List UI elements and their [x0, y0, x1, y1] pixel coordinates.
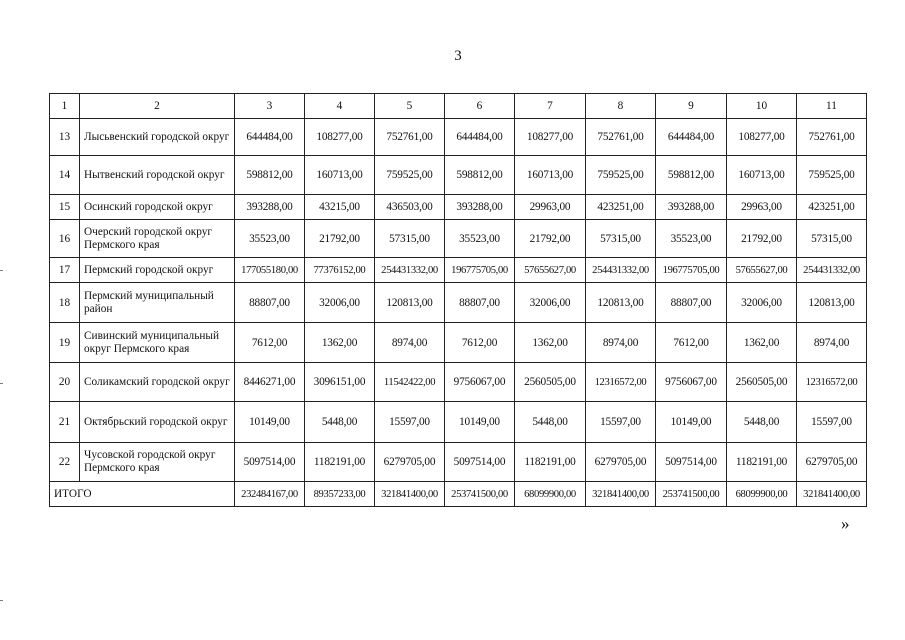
- column-header: 4: [305, 94, 375, 119]
- scan-margin-mark: [0, 383, 3, 384]
- table-cell: 21792,00: [727, 220, 797, 258]
- table-cell: 752761,00: [375, 119, 445, 156]
- municipality-name: Октябрьский городской округ: [80, 402, 235, 443]
- table-cell: 120813,00: [586, 283, 656, 323]
- table-cell: 160713,00: [727, 156, 797, 195]
- table-cell: 752761,00: [586, 119, 656, 156]
- table-cell: 6279705,00: [797, 443, 867, 482]
- allocation-table: [49, 93, 867, 507]
- row-number: 16: [50, 220, 80, 258]
- column-header: 1: [50, 94, 80, 119]
- total-cell: 321841400,00: [797, 482, 867, 507]
- row-number: 14: [50, 156, 80, 195]
- table-cell: 393288,00: [235, 195, 305, 220]
- table-cell: 57315,00: [375, 220, 445, 258]
- municipality-name: Чусовской городской округ Пермского края: [80, 443, 235, 482]
- row-number: 22: [50, 443, 80, 482]
- table-cell: 7612,00: [235, 323, 305, 363]
- table-cell: 160713,00: [305, 156, 375, 195]
- row-number: 13: [50, 119, 80, 156]
- table-cell: 10149,00: [445, 402, 515, 443]
- table-cell: 12316572,00: [797, 363, 867, 402]
- table-cell: 11542422,00: [375, 363, 445, 402]
- table-cell: 177055180,00: [235, 258, 305, 283]
- total-row: [50, 482, 867, 507]
- table-cell: 32006,00: [305, 283, 375, 323]
- table-cell: 6279705,00: [375, 443, 445, 482]
- table-cell: 15597,00: [375, 402, 445, 443]
- row-number: 21: [50, 402, 80, 443]
- column-header: 9: [656, 94, 727, 119]
- table-cell: 35523,00: [656, 220, 727, 258]
- column-header: 5: [375, 94, 445, 119]
- table-cell: 21792,00: [305, 220, 375, 258]
- table-cell: 120813,00: [797, 283, 867, 323]
- table-cell: 644484,00: [445, 119, 515, 156]
- table-cell: 1182191,00: [727, 443, 797, 482]
- total-cell: 321841400,00: [586, 482, 656, 507]
- table-cell: 9756067,00: [445, 363, 515, 402]
- table-row: [50, 119, 867, 156]
- table-cell: 759525,00: [586, 156, 656, 195]
- table-cell: 5448,00: [305, 402, 375, 443]
- table-cell: 29963,00: [727, 195, 797, 220]
- table-cell: 29963,00: [515, 195, 586, 220]
- total-cell: 253741500,00: [445, 482, 515, 507]
- table-cell: 1182191,00: [305, 443, 375, 482]
- table-cell: 752761,00: [797, 119, 867, 156]
- closing-quote: »: [841, 514, 850, 533]
- table-cell: 254431332,00: [797, 258, 867, 283]
- table-row: [50, 283, 867, 323]
- municipality-name: Нытвенский городской округ: [80, 156, 235, 195]
- table-cell: 32006,00: [727, 283, 797, 323]
- table-cell: 15597,00: [586, 402, 656, 443]
- table-cell: 254431332,00: [375, 258, 445, 283]
- table-cell: 598812,00: [445, 156, 515, 195]
- table-cell: 423251,00: [586, 195, 656, 220]
- row-number: 15: [50, 195, 80, 220]
- municipality-name: Лысьвенский городской округ: [80, 119, 235, 156]
- scan-margin-mark: [0, 270, 3, 271]
- table-row: [50, 258, 867, 283]
- table-cell: 108277,00: [727, 119, 797, 156]
- table-cell: 5448,00: [727, 402, 797, 443]
- table-cell: 1362,00: [305, 323, 375, 363]
- row-number: 17: [50, 258, 80, 283]
- column-header: 8: [586, 94, 656, 119]
- table-cell: 5448,00: [515, 402, 586, 443]
- column-header: 10: [727, 94, 797, 119]
- table-cell: 5097514,00: [235, 443, 305, 482]
- total-cell: 68099900,00: [727, 482, 797, 507]
- table-cell: 254431332,00: [586, 258, 656, 283]
- table-cell: 196775705,00: [445, 258, 515, 283]
- table-row: [50, 220, 867, 258]
- table-cell: 7612,00: [656, 323, 727, 363]
- page-number: 3: [454, 48, 462, 64]
- table-cell: 436503,00: [375, 195, 445, 220]
- total-cell: 321841400,00: [375, 482, 445, 507]
- scan-margin-mark: [0, 600, 3, 601]
- table-cell: 3096151,00: [305, 363, 375, 402]
- table-cell: 108277,00: [515, 119, 586, 156]
- table-cell: 8446271,00: [235, 363, 305, 402]
- total-cell: 253741500,00: [656, 482, 727, 507]
- municipality-name: Осинский городской округ: [80, 195, 235, 220]
- table-cell: 10149,00: [235, 402, 305, 443]
- table-cell: 5097514,00: [656, 443, 727, 482]
- column-header: 7: [515, 94, 586, 119]
- column-header: 2: [80, 94, 235, 119]
- municipality-name: Соликамский городской округ: [80, 363, 235, 402]
- column-header: 11: [797, 94, 867, 119]
- table-cell: 423251,00: [797, 195, 867, 220]
- table-cell: 120813,00: [375, 283, 445, 323]
- table-cell: 598812,00: [656, 156, 727, 195]
- table-cell: 759525,00: [375, 156, 445, 195]
- table-row: [50, 402, 867, 443]
- total-cell: 232484167,00: [235, 482, 305, 507]
- table-cell: 1182191,00: [515, 443, 586, 482]
- table-cell: 35523,00: [445, 220, 515, 258]
- table-cell: 7612,00: [445, 323, 515, 363]
- table-cell: 12316572,00: [586, 363, 656, 402]
- table-row: [50, 195, 867, 220]
- table-cell: 8974,00: [586, 323, 656, 363]
- table-cell: 598812,00: [235, 156, 305, 195]
- table-row: [50, 156, 867, 195]
- table-cell: 2560505,00: [515, 363, 586, 402]
- table-cell: 108277,00: [305, 119, 375, 156]
- table-cell: 644484,00: [656, 119, 727, 156]
- table-cell: 77376152,00: [305, 258, 375, 283]
- table-row: [50, 443, 867, 482]
- column-header: 3: [235, 94, 305, 119]
- table-cell: 393288,00: [656, 195, 727, 220]
- table-cell: 57315,00: [586, 220, 656, 258]
- table-cell: 8974,00: [797, 323, 867, 363]
- table-cell: 160713,00: [515, 156, 586, 195]
- municipality-name: Пермский городской округ: [80, 258, 235, 283]
- table-cell: 15597,00: [797, 402, 867, 443]
- column-header: 6: [445, 94, 515, 119]
- table-cell: 21792,00: [515, 220, 586, 258]
- table-cell: 644484,00: [235, 119, 305, 156]
- table-cell: 88807,00: [235, 283, 305, 323]
- table-cell: 57655627,00: [515, 258, 586, 283]
- municipality-name: Сивинский муниципальный округ Пермского края: [80, 323, 235, 363]
- table-cell: 5097514,00: [445, 443, 515, 482]
- municipality-name: Пермский муниципальный район: [80, 283, 235, 323]
- table-cell: 6279705,00: [586, 443, 656, 482]
- row-number: 20: [50, 363, 80, 402]
- table-row: [50, 323, 867, 363]
- row-number: 18: [50, 283, 80, 323]
- table-cell: 88807,00: [656, 283, 727, 323]
- total-label: ИТОГО: [50, 482, 235, 507]
- table-cell: 2560505,00: [727, 363, 797, 402]
- table-cell: 32006,00: [515, 283, 586, 323]
- table-cell: 57315,00: [797, 220, 867, 258]
- table-cell: 1362,00: [515, 323, 586, 363]
- total-cell: 89357233,00: [305, 482, 375, 507]
- table-cell: 8974,00: [375, 323, 445, 363]
- table-cell: 10149,00: [656, 402, 727, 443]
- table-cell: 88807,00: [445, 283, 515, 323]
- table-cell: 35523,00: [235, 220, 305, 258]
- table-cell: 759525,00: [797, 156, 867, 195]
- table-cell: 196775705,00: [656, 258, 727, 283]
- table-cell: 9756067,00: [656, 363, 727, 402]
- total-cell: 68099900,00: [515, 482, 586, 507]
- table-cell: 1362,00: [727, 323, 797, 363]
- table-row: [50, 363, 867, 402]
- table-cell: 57655627,00: [727, 258, 797, 283]
- municipality-name: Очерский городской округ Пермского края: [80, 220, 235, 258]
- header-row: [50, 94, 867, 119]
- table-cell: 393288,00: [445, 195, 515, 220]
- table-cell: 43215,00: [305, 195, 375, 220]
- row-number: 19: [50, 323, 80, 363]
